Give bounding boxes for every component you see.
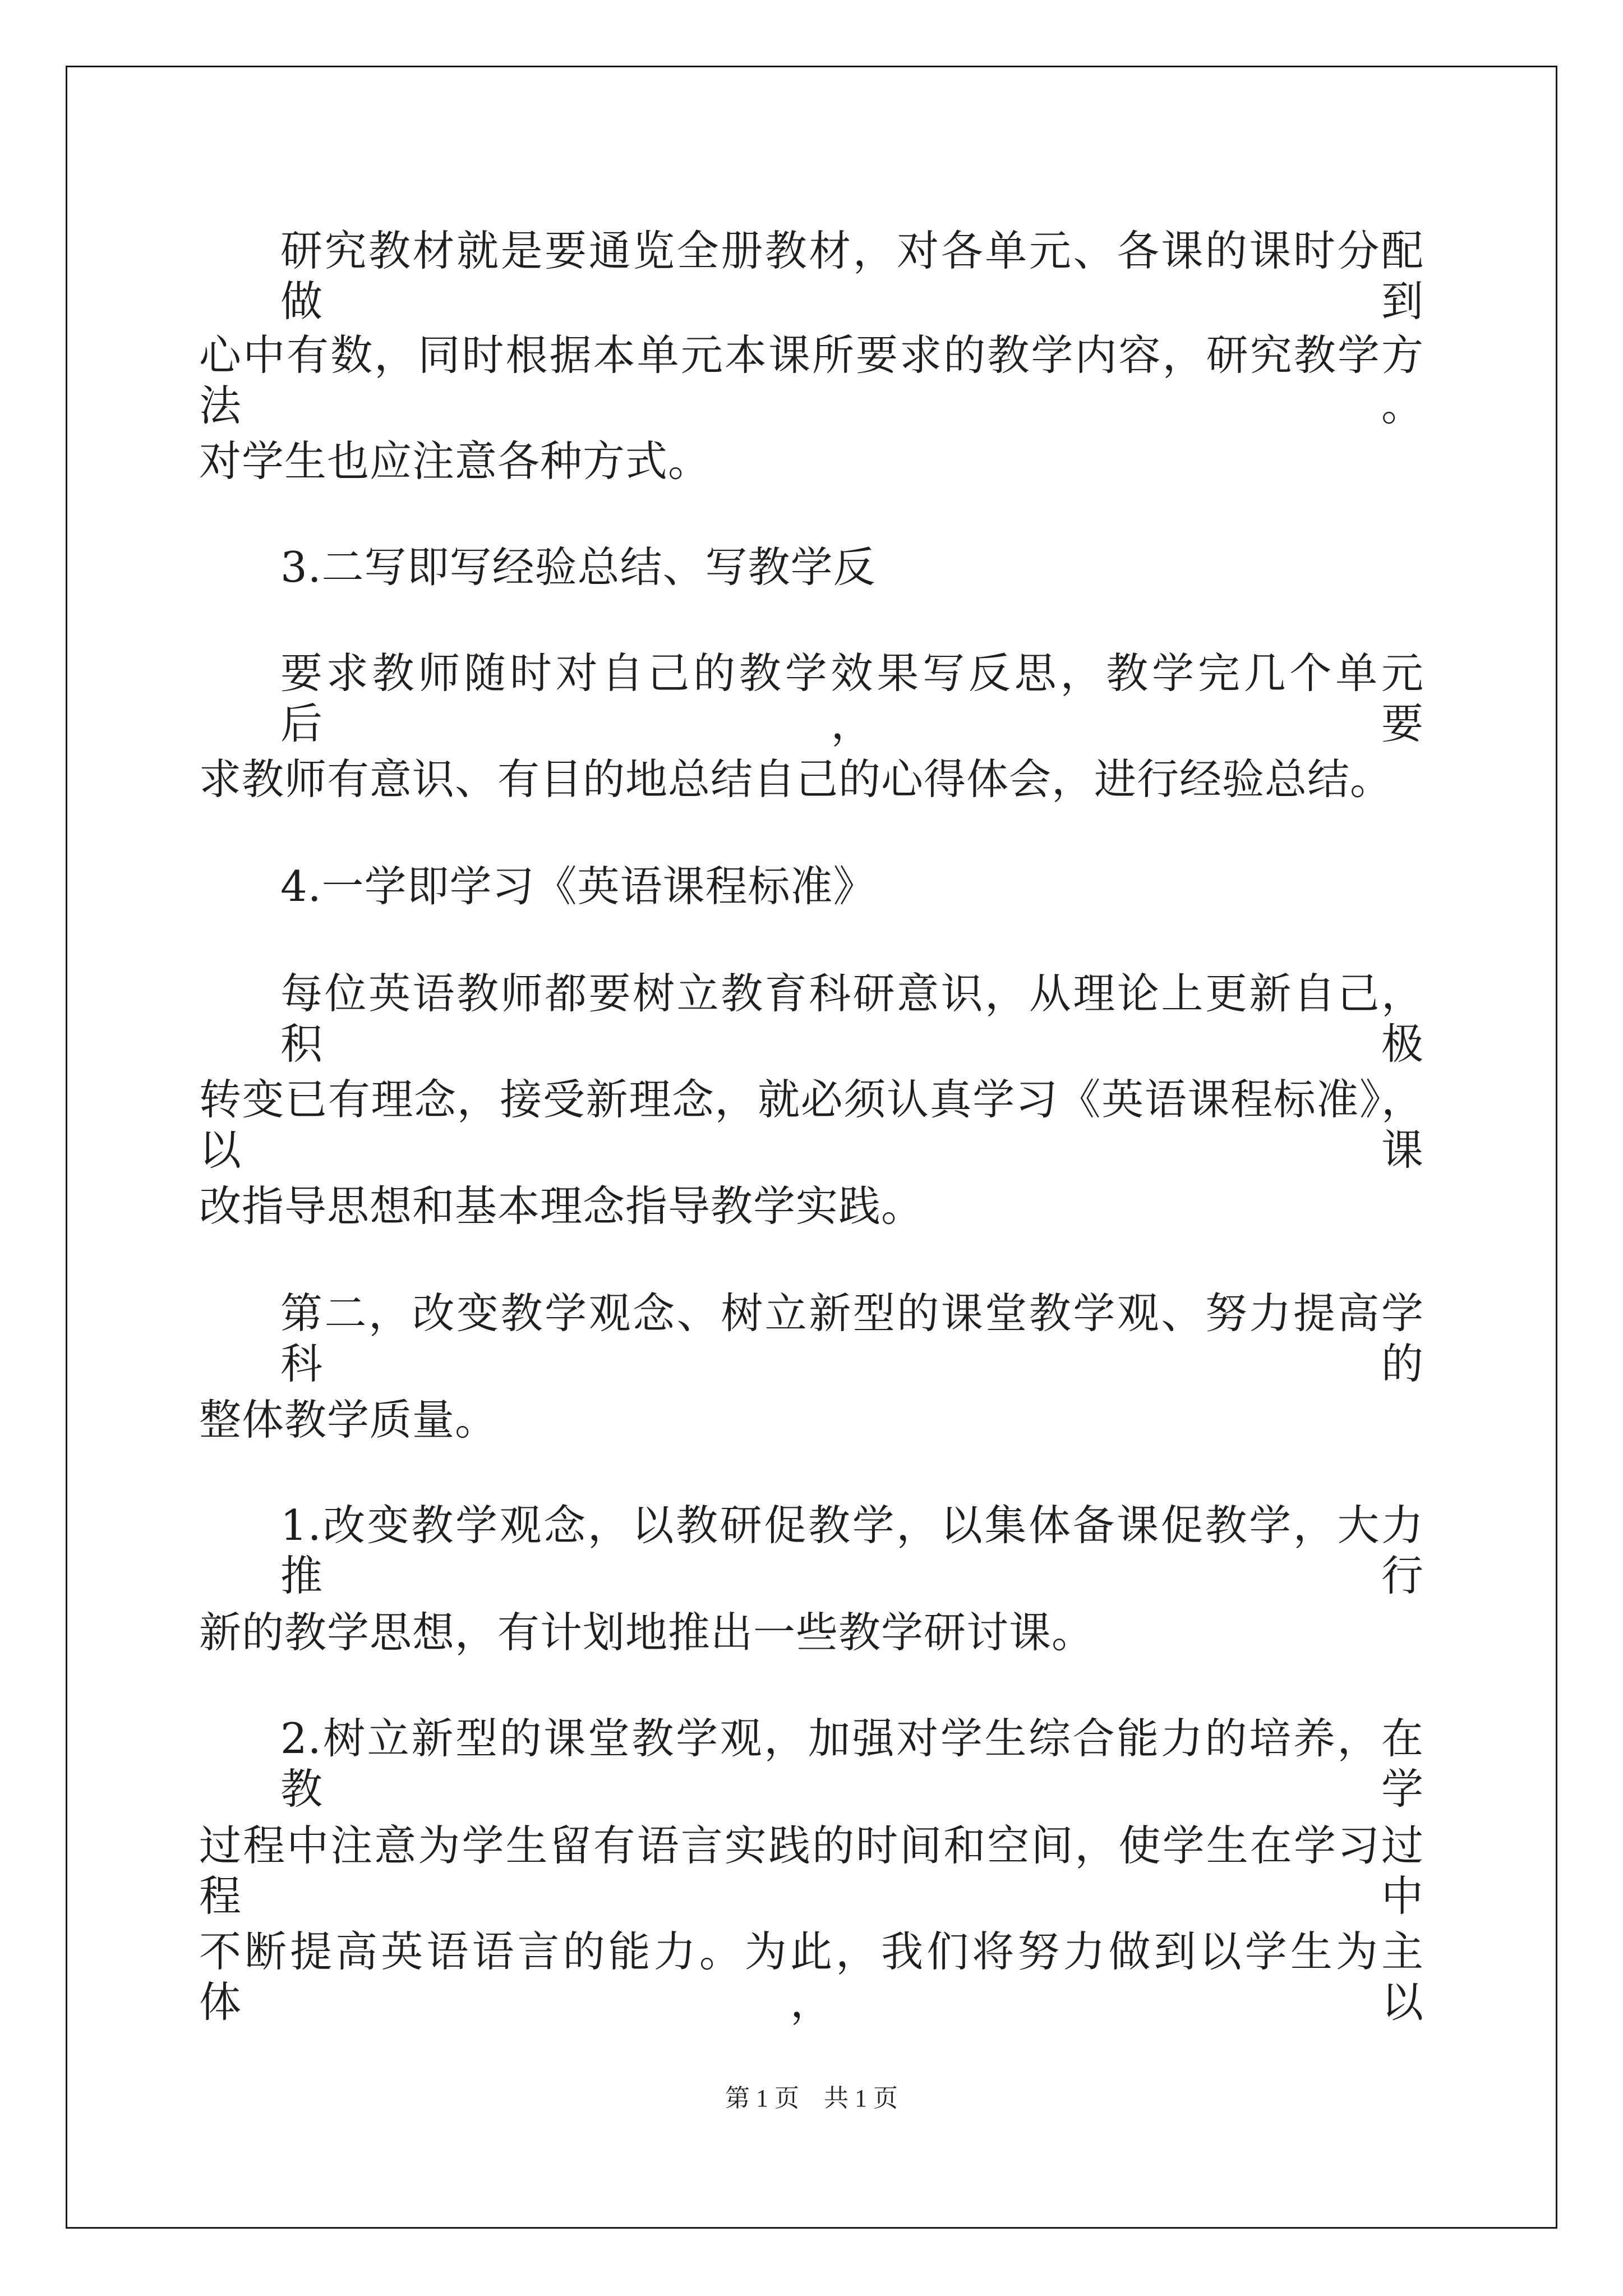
paragraph-line: 改指导思想和基本理念指导教学实践。	[199, 1181, 924, 1231]
paragraph-line: 研究教材就是要通览全册教材，对各单元、各课的课时分配做到	[280, 226, 1424, 326]
section-heading: 4.一学即学习《英语课程标准》	[280, 862, 876, 911]
paragraph-line: 1.改变教学观念，以教研促教学，以集体备课促教学，大力推行	[280, 1501, 1424, 1600]
paragraph-line: 心中有数，同时根据本单元本课所要求的教学内容，研究教学方法。	[199, 330, 1424, 430]
page-footer: 第 1 页 共 1 页	[725, 2085, 898, 2112]
paragraph-line: 整体教学质量。	[199, 1395, 498, 1444]
paragraph-line: 求教师有意识、有目的地总结自己的心得体会，进行经验总结。	[199, 754, 1393, 804]
paragraph-line: 不断提高英语语言的能力。为此，我们将努力做到以学生为主体，以	[199, 1927, 1424, 2027]
section-heading: 3.二写即写经验总结、写教学反	[280, 542, 876, 592]
paragraph-line: 转变已有理念，接受新理念，就必须认真学习《英语课程标准》，以课	[199, 1075, 1424, 1175]
paragraph-line: 过程中注意为学生留有语言实践的时间和空间，使学生在学习过程中	[199, 1821, 1424, 1921]
paragraph-line: 要求教师随时对自己的教学效果写反思，教学完几个单元后，要	[280, 648, 1424, 748]
paragraph-line: 新的教学思想，有计划地推出一些教学研讨课。	[199, 1608, 1095, 1657]
paragraph-line: 第二，改变教学观念、树立新型的课堂教学观、努力提高学科的	[280, 1289, 1424, 1388]
paragraph-line: 2.树立新型的课堂教学观，加强对学生综合能力的培养，在教学	[280, 1714, 1424, 1814]
paragraph-line: 每位英语教师都要树立教育科研意识，从理论上更新自己，积极	[280, 969, 1424, 1069]
paragraph-line: 对学生也应注意各种方式。	[199, 436, 711, 486]
